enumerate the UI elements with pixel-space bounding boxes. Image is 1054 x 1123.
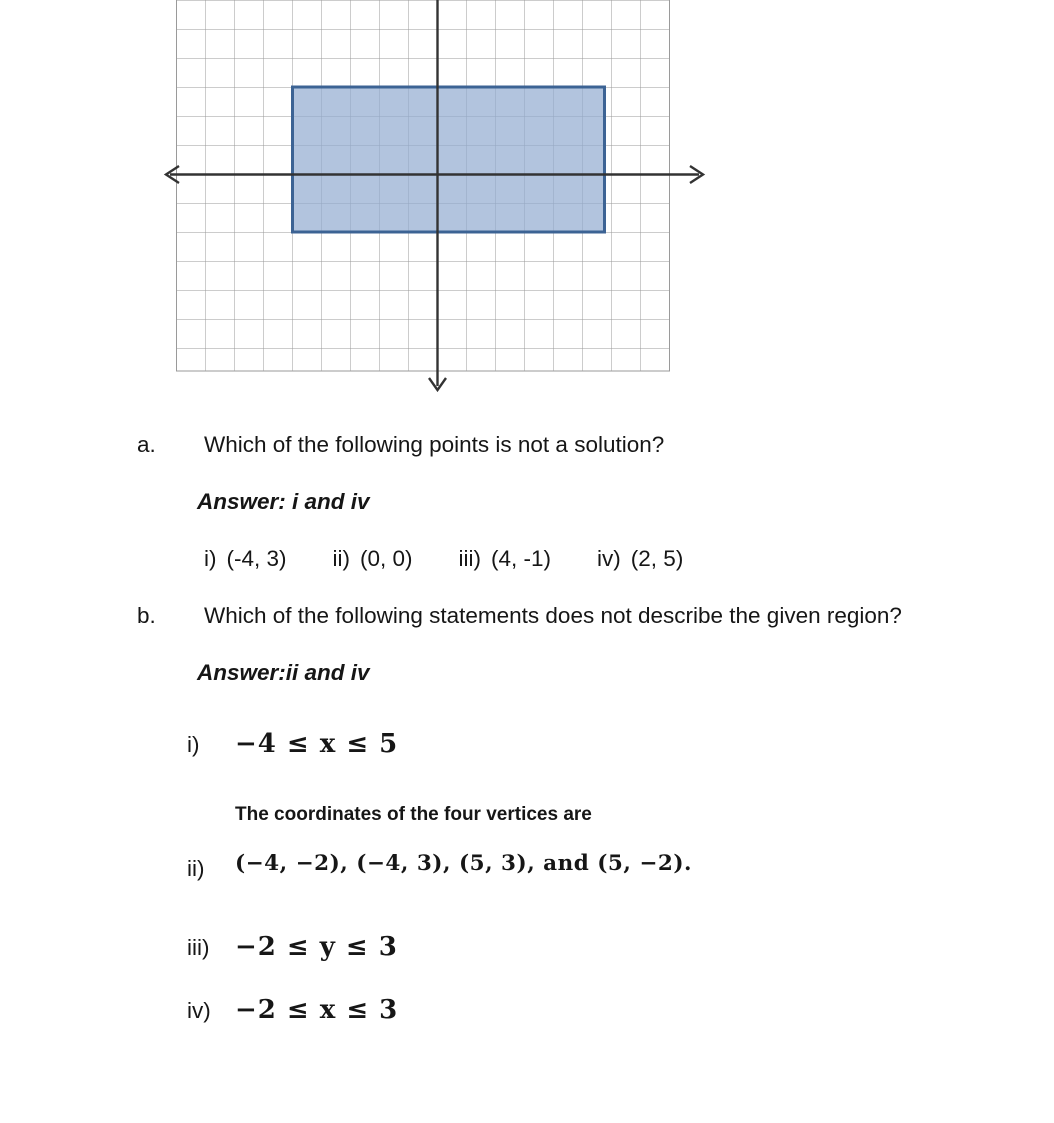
option-a-i-value: (-4, 3) [226, 546, 287, 571]
question-b-text: Which of the following statements does not describe the given region? [204, 603, 902, 628]
question-a-text: Which of the following points is not a solution? [204, 432, 665, 457]
question-a-options [137, 530, 1054, 587]
option-a-i [204, 530, 287, 587]
option-b-iv-label: iv) [187, 998, 211, 1023]
option-b-i-math: −4 ≤ x ≤ 5 [235, 729, 399, 759]
question-a [137, 416, 1054, 473]
option-b-iii-label: iii) [187, 935, 210, 960]
option-b-ii [137, 790, 1054, 888]
option-b-iv-math: −2 ≤ x ≤ 3 [235, 995, 399, 1025]
question-b [137, 587, 1054, 644]
option-a-iii-label: iii) [458, 546, 482, 571]
question-a-label: a. [137, 432, 156, 457]
option-a-i-label: i) [204, 546, 217, 571]
option-b-iii-math: −2 ≤ y ≤ 3 [235, 932, 398, 962]
option-b-ii-text [235, 790, 692, 888]
option-b-i [137, 713, 1054, 776]
question-b-label: b. [137, 603, 156, 628]
option-b-ii-intro: The coordinates of the four vertices are [235, 804, 592, 825]
option-a-iv [597, 530, 683, 587]
option-a-iii [459, 530, 552, 587]
option-a-ii-label: ii) [332, 546, 351, 571]
option-a-iv-value: (2, 5) [630, 546, 684, 571]
option-a-iv-label: iv) [597, 546, 621, 571]
option-b-ii-label: ii) [187, 856, 205, 881]
option-b-iv [137, 979, 1054, 1042]
questions-section [0, 400, 1054, 1042]
option-b-i-label: i) [187, 732, 200, 757]
question-b-answer: Answer:ii and iv [197, 660, 370, 685]
coordinate-grid-figure [0, 0, 1054, 400]
option-a-ii [333, 530, 413, 587]
option-b-ii-math: (−4, −2), (−4, 3), (5, 3), and (5, −2). [235, 851, 692, 876]
question-a-answer: Answer: i and iv [197, 489, 370, 514]
option-a-ii-value: (0, 0) [360, 546, 413, 571]
option-b-iii [137, 916, 1054, 979]
option-a-iii-value: (4, -1) [491, 546, 552, 571]
shaded-region-rectangle [293, 87, 605, 232]
